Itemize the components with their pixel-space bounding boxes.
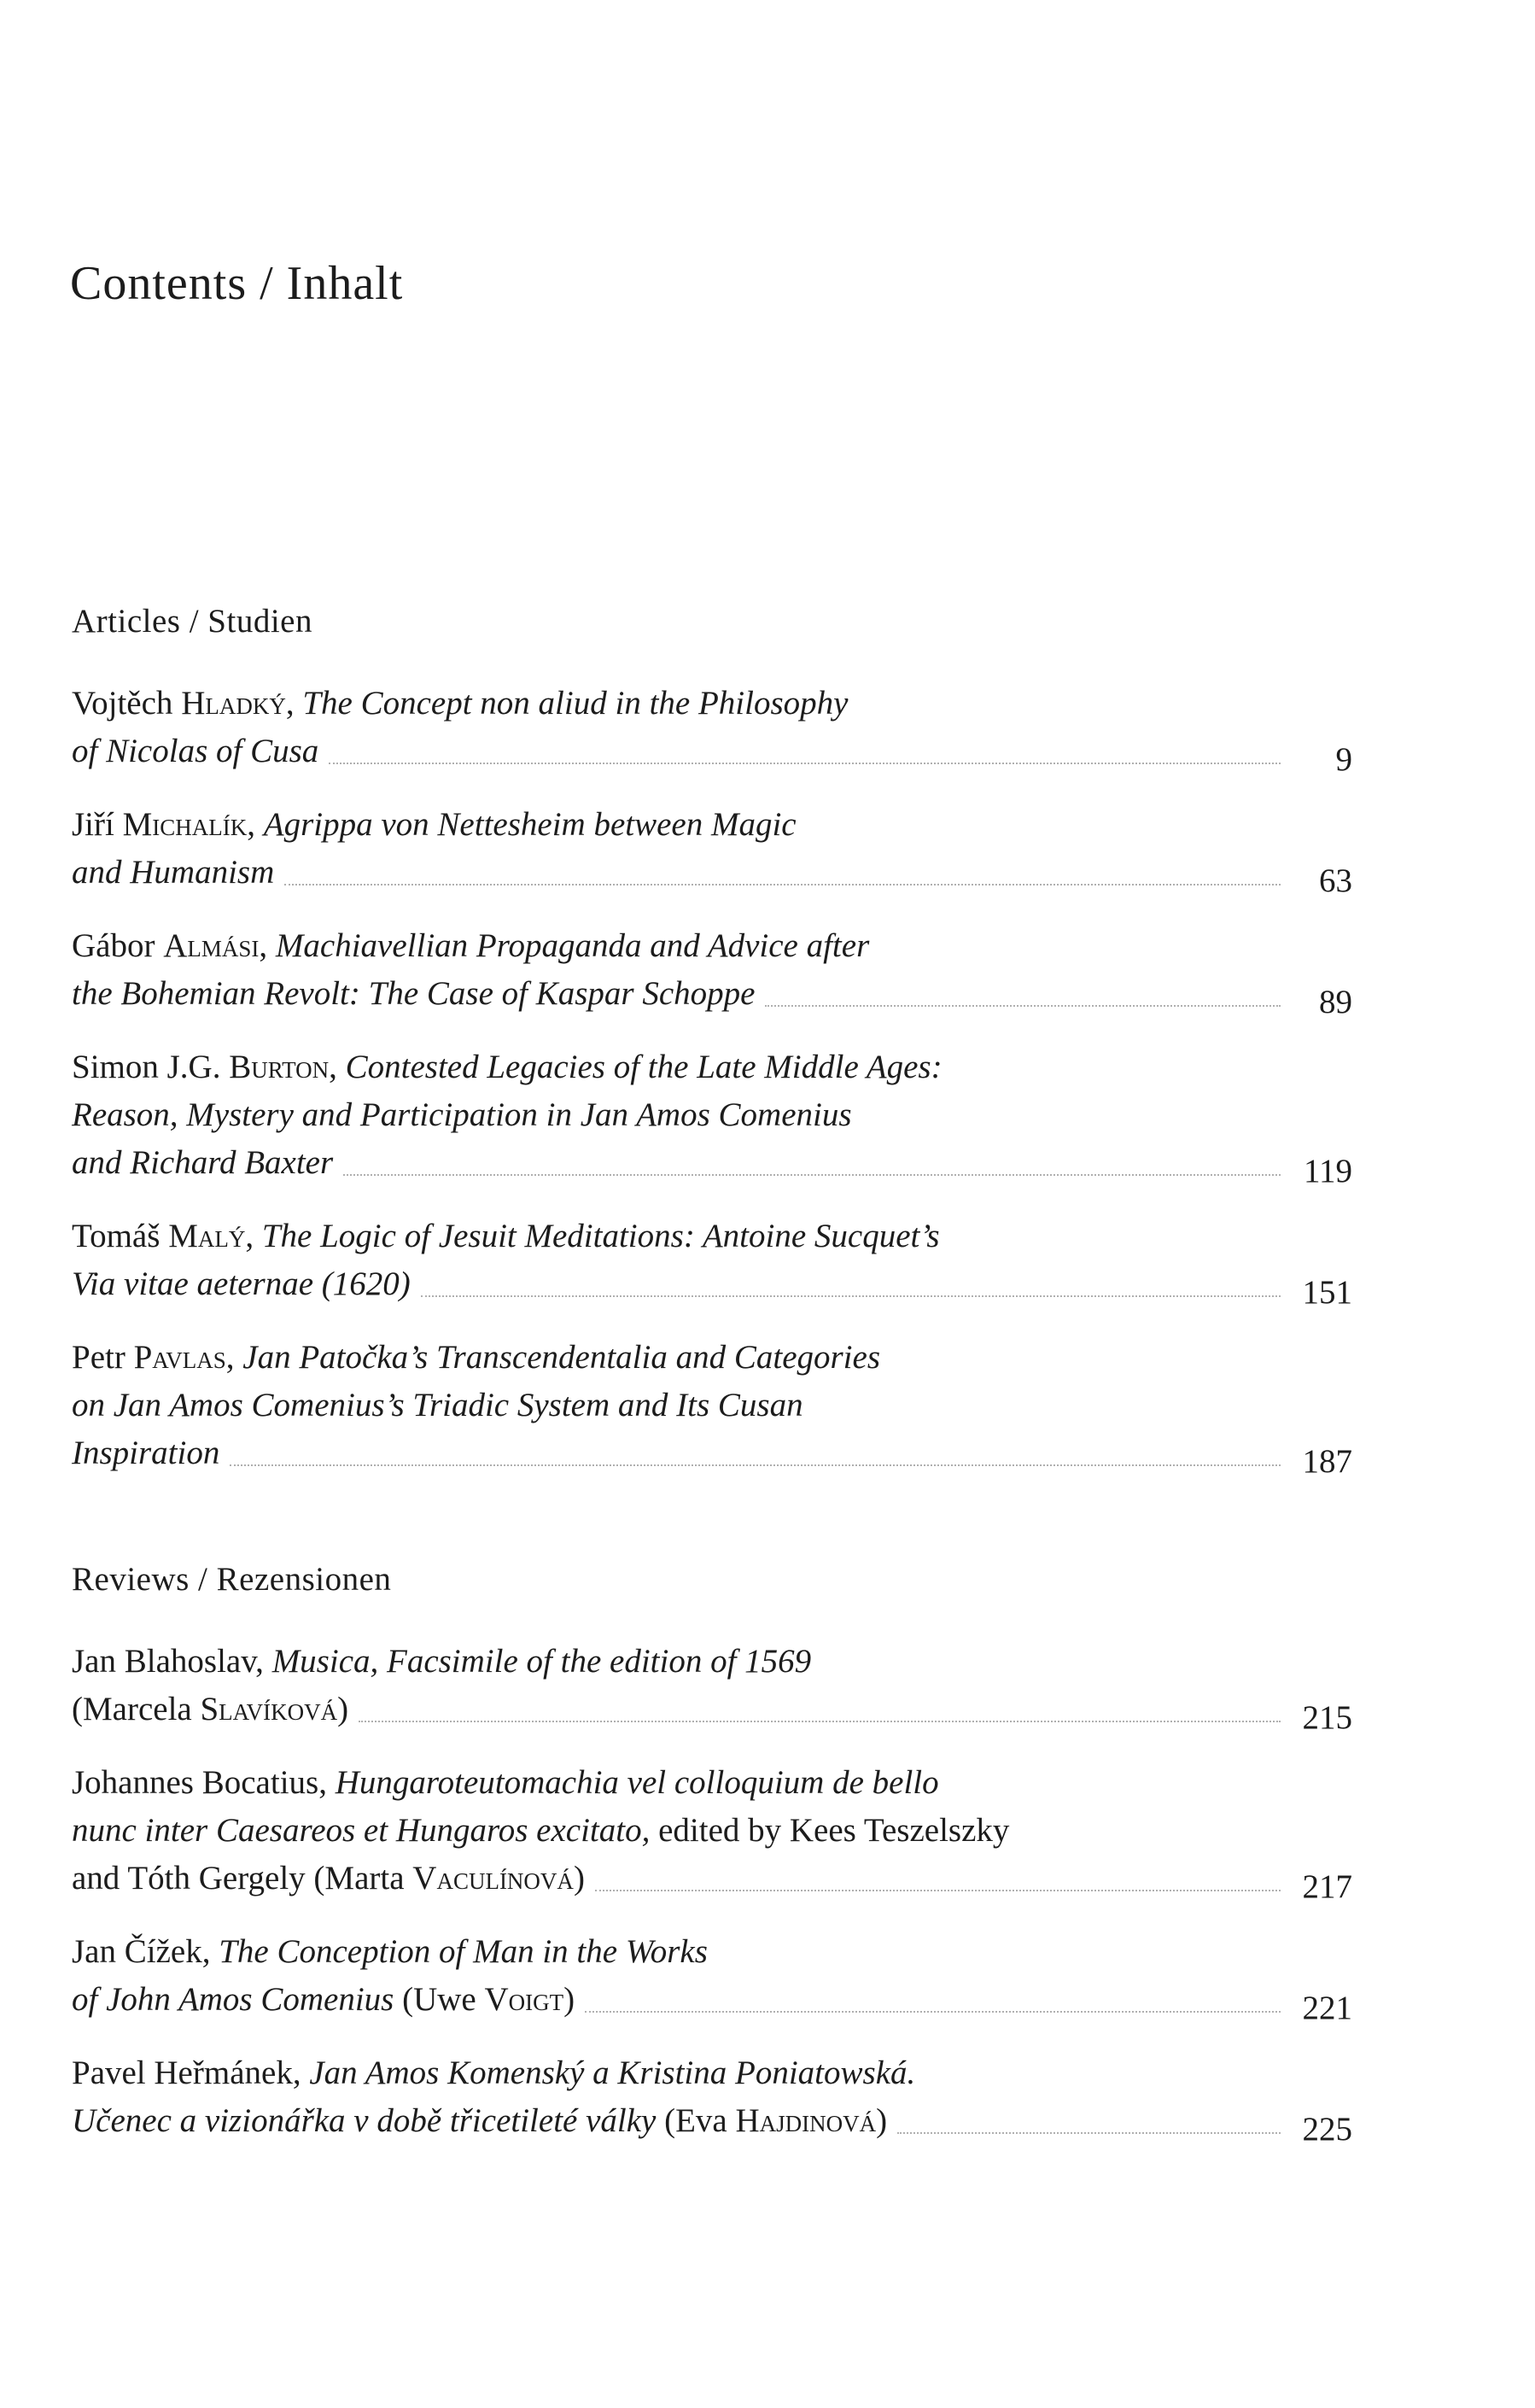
entry-text: edited by Kees Teszelszky [650, 1812, 1010, 1849]
section-heading: Reviews / Rezensionen [72, 1561, 392, 1598]
entry-text: Jiří [72, 806, 123, 843]
author-surname: Slavíková [200, 1691, 338, 1727]
toc-entry[interactable] [72, 1213, 1352, 1311]
entry-title: Učenec a vizionářka v době třicetileté války [72, 2102, 657, 2139]
toc-entry[interactable] [72, 801, 1352, 897]
entry-text: ) [337, 1691, 349, 1727]
toc-entry[interactable] [72, 1928, 1352, 2024]
entry-title: and Richard Baxter [72, 1144, 334, 1181]
page-number: 89 [1319, 984, 1352, 1020]
entry-line [72, 1759, 1352, 1807]
entry-list [72, 1638, 1352, 2148]
entry-line [72, 1807, 1352, 1855]
dot-leader [343, 1174, 1281, 1176]
entry-title: Musica, Facsimile of the edition of 1569 [271, 1643, 812, 1680]
page-number: 9 [1335, 741, 1352, 778]
dot-leader [765, 1005, 1281, 1007]
entry-line [72, 2097, 1352, 2148]
entry-line [72, 1334, 1352, 1382]
entry-title: Reason, Mystery and Participation in Jan Amos Comenius [72, 1096, 852, 1133]
entry-text: , [329, 1049, 346, 1085]
author-surname: Voigt [484, 1981, 564, 2018]
toc-entry[interactable] [72, 680, 1352, 778]
author-surname: Hladký [181, 685, 286, 722]
entry-text: Tomáš [72, 1218, 169, 1254]
dot-leader [329, 763, 1281, 764]
entry-line [72, 1855, 1352, 1905]
entry-title: nunc inter Caesareos et Hungaros excitato, [72, 1812, 651, 1849]
toc-entry[interactable] [72, 1638, 1352, 1736]
entry-line [72, 1139, 1352, 1187]
entry-text: , [285, 685, 303, 722]
entry-line [72, 1213, 1352, 1260]
entry-text: , [225, 1339, 243, 1376]
entry-text: ) [563, 1981, 575, 2018]
author-surname: Burton [229, 1049, 330, 1085]
entry-line [72, 1382, 1352, 1429]
entry-title: Jan Amos Komenský a Kristina Poniatowská. [309, 2054, 916, 2091]
entry-text: , [259, 927, 276, 964]
toc-entry[interactable] [72, 1334, 1352, 1480]
dot-leader [595, 1890, 1281, 1891]
dot-leader [284, 884, 1281, 885]
toc-entry[interactable] [72, 922, 1352, 1018]
entry-text: Gábor [72, 927, 164, 964]
toc-entry[interactable] [72, 1759, 1352, 1905]
page-number: 215 [1302, 1699, 1352, 1736]
entry-text: Pavel Heřmánek, [72, 2054, 310, 2091]
entry-line [72, 1429, 1352, 1480]
page-number: 119 [1303, 1153, 1352, 1189]
entry-title: Inspiration [72, 1435, 220, 1471]
entry-title: of Nicolas of Cusa [72, 733, 319, 769]
author-surname: Hajdinová [735, 2102, 877, 2139]
entry-line [72, 801, 1352, 849]
entry-text: , [247, 806, 264, 843]
entry-text: ) [573, 1860, 585, 1897]
entry-list [72, 680, 1352, 1480]
entry-line [72, 849, 1352, 897]
dot-leader [585, 2011, 1281, 2013]
entry-title: The Logic of Jesuit Meditations: Antoine Sucquet’s [261, 1218, 940, 1254]
entry-text: Vojtěch [72, 685, 182, 722]
entry-line [72, 1043, 1352, 1091]
entry-line [72, 922, 1352, 970]
reviews-section [72, 1556, 1352, 2171]
entry-line [72, 2049, 1352, 2097]
entry-title: Via vitae aeternae (1620) [72, 1265, 411, 1302]
entry-line [72, 1638, 1352, 1686]
entry-title: and Humanism [72, 854, 275, 891]
page-number: 151 [1302, 1274, 1352, 1311]
entry-title: of John Amos Comenius [72, 1981, 394, 2018]
page-number: 63 [1319, 862, 1352, 899]
author-surname: Almási [163, 927, 260, 964]
entry-text: (Marcela [72, 1691, 201, 1727]
entry-line [72, 728, 1352, 778]
author-surname: Pavlas [133, 1339, 226, 1376]
entry-title: on Jan Amos Comenius’s Triadic System and Its Cusan [72, 1387, 803, 1423]
entry-text: ) [876, 2102, 888, 2139]
dot-leader [421, 1295, 1281, 1297]
entry-title: The Concept non aliud in the Philosophy [302, 685, 849, 722]
dot-leader [359, 1721, 1281, 1722]
entry-line [72, 1686, 1352, 1736]
entry-text: (Eva [656, 2102, 736, 2139]
entry-line [72, 970, 1352, 1018]
entry-line [72, 1260, 1352, 1311]
entry-text: , [245, 1218, 262, 1254]
entry-text: Johannes Bocatius, [72, 1764, 336, 1801]
articles-section [72, 598, 1352, 1503]
entry-title: Hungaroteutomachia vel colloquium de bello [335, 1764, 939, 1801]
page-number: 217 [1302, 1868, 1352, 1905]
entry-title: the Bohemian Revolt: The Case of Kaspar Schoppe [72, 975, 756, 1012]
dot-leader [230, 1464, 1281, 1466]
entry-line [72, 1976, 1352, 2024]
page-title: Contents / Inhalt [70, 257, 404, 310]
entry-line [72, 1928, 1352, 1976]
entry-text: Jan Čížek, [72, 1933, 219, 1970]
page-number: 187 [1302, 1443, 1352, 1480]
entry-title: The Conception of Man in the Works [219, 1933, 708, 1970]
page-number: 221 [1302, 1990, 1352, 2026]
entry-title: Contested Legacies of the Late Middle Ages: [345, 1049, 943, 1085]
dot-leader [897, 2132, 1281, 2134]
toc-entry[interactable] [72, 2049, 1352, 2148]
entry-text: Petr [72, 1339, 134, 1376]
section-heading: Articles / Studien [72, 603, 312, 640]
author-surname: Michalík [122, 806, 248, 843]
entry-title: Jan Patočka’s Transcendentalia and Categories [242, 1339, 881, 1376]
entry-title: Machiavellian Propaganda and Advice after [275, 927, 870, 964]
toc-entry[interactable] [72, 1043, 1352, 1187]
author-surname: Malý [168, 1218, 246, 1254]
entry-line [72, 1091, 1352, 1139]
entry-text: and Tóth Gergely (Marta [72, 1860, 413, 1897]
entry-text: Simon J.G. [72, 1049, 230, 1085]
entry-line [72, 680, 1352, 728]
page-number: 225 [1302, 2111, 1352, 2148]
author-surname: Vaculínová [412, 1860, 574, 1897]
entry-text: (Uwe [394, 1981, 485, 2018]
entry-title: Agrippa von Nettesheim between Magic [263, 806, 797, 843]
entry-text: Jan Blahoslav, [72, 1643, 272, 1680]
